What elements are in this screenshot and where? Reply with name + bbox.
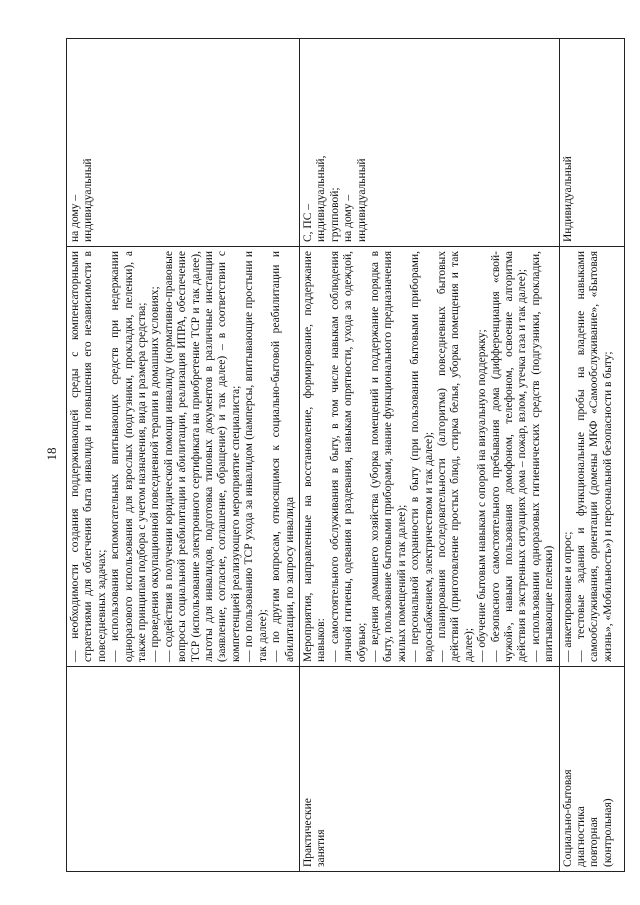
content-line: — анкетирование и опрос;: [561, 531, 574, 662]
mode-cell: [299, 39, 559, 247]
mode-line: на дому –: [342, 194, 355, 242]
table-row: [299, 39, 559, 872]
mode-line: индивидуальный,: [315, 155, 328, 242]
table-row: [67, 39, 300, 872]
mode-cell: [67, 39, 300, 247]
activity-cell: [559, 667, 624, 872]
content-line: — персональной сохранности в быту (при пользовании бытовыми приборами, водоснабжением, электричеством и так далее);: [409, 251, 435, 662]
content-line: — безопасного самостоятельного пребывания дома (дифференциация «свой-чужой», навыки пользования домофоном, телефоном, освоение алгоритма действия в экстренных ситуациях дома – пожар, взлом, утечка газа и так далее);: [489, 251, 529, 662]
activity-label: Социально-бытовая: [561, 769, 574, 867]
activity-cell: [67, 667, 300, 872]
content-line: — содействия в получении юридической помощи инвалиду (нормативно-правовые вопросы социальной реабилитации и абилитации, реализация ИПРА, обеспечение ТСР (использование электронного сертификата на приобретение ТСР и так далее), льготы для инвалидов, подготовка типовых документов в различные инстанции (заявление, согласие, соглашение, обращение) и так далее) – в соответствии с компетенцией реализующего мероприятие специалиста;: [162, 251, 242, 662]
content-line: — проведения оккупационной повседневной терапии в домашних условиях;: [149, 286, 162, 662]
content-cell: [67, 247, 300, 667]
content-cell: [299, 247, 559, 667]
content-line: — использования вспомогательных впитывающих средств при недержании одноразового использования для взрослых (подгузники, прокладки, пеленки), а также принципам подбора с учетом назначения, вида и размера средства;: [109, 251, 149, 662]
content-line: — по другим вопросам, относящимся к социально-бытовой реабилитации и абилитации, по запросу инвалида: [270, 251, 296, 662]
mode-cell: [559, 39, 624, 247]
content-line: — использовании одноразовых гигиенических средств (подгузники, прокладки, впитывающие пеленки): [529, 251, 556, 662]
activity-label: занятия: [315, 829, 328, 867]
activity-label: диагностика: [575, 806, 588, 867]
mode-line: индивидуальный: [82, 158, 95, 242]
table-row: [559, 39, 624, 872]
activity-label: Практические: [301, 798, 314, 867]
content-line: — необходимости создания поддерживающей среды с компенсаторными стратегиями для облегчения быта инвалида и повышения его независимости в повседневных задачах;: [69, 251, 108, 662]
activity-label: повторная: [588, 817, 601, 867]
content-line: — планирования последовательности (алгоритма) повседневных бытовых действий (приготовление простых блюд, стирка белья, уборка помещения и так далее);: [435, 251, 475, 662]
content-line: Мероприятия, направленные на восстановление, формирование, поддержание навыков:: [301, 251, 328, 662]
mode-line: Индивидуальный: [561, 156, 574, 242]
program-table: [66, 38, 625, 872]
mode-line: на дому –: [69, 194, 81, 242]
activity-cell: [299, 667, 559, 872]
page-number: 18: [44, 447, 59, 461]
mode-line: индивидуальный: [355, 158, 368, 242]
content-line: — по пользованию ТСР ухода за инвалидом (памперсы, впитывающие простыни и так далее);: [243, 251, 269, 662]
activity-label: (контрольная): [601, 798, 614, 867]
mode-line: С, ПС –: [301, 203, 314, 242]
rotated-table-frame: [66, 39, 614, 872]
rotated-table: [66, 39, 614, 872]
content-cell: [559, 247, 624, 667]
content-line: — тестовые задания и функциональные пробы на владение навыками самообслуживания, ориентации (домены МКФ «Самообслуживание», «Бытовая жизнь», «Мобильность») и персональной безопасности в быту;: [575, 251, 614, 662]
mode-line: групповой;: [328, 187, 341, 242]
content-line: — обучение бытовым навыкам с опорой на визуальную поддержку;: [476, 329, 489, 662]
content-line: — самостоятельного обслуживания в быту, в том числе навыкам соблюдения личной гигиены, одевания и раздевания, навыкам опрятности, ухода за одеждой, обувью;: [328, 251, 368, 662]
content-line: — ведения домашнего хозяйства (уборка помещений и поддержание порядка в быту, пользование бытовыми приборами, знание функционального предназначения жилых помещений и так далее);: [368, 251, 408, 662]
